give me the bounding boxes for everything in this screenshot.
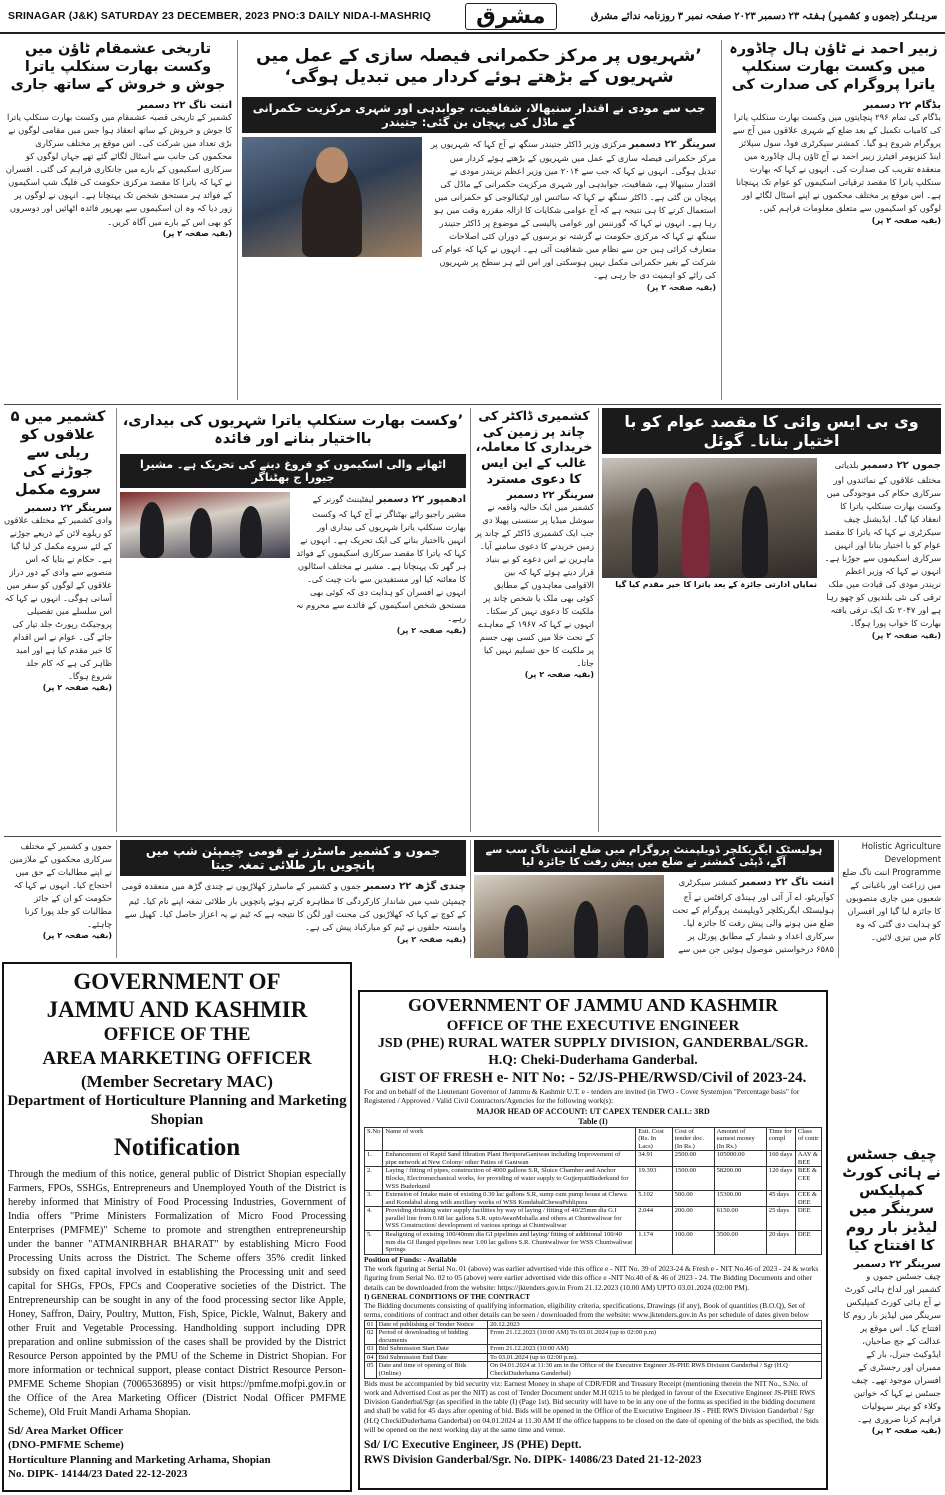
schedule-cell: Date of publishing of Tender Notice xyxy=(376,1320,487,1329)
ad-left-line2: JAMMU AND KASHMIR xyxy=(46,996,308,1022)
story-left-top-continued: (بقیہ صفحہ ۲ پر) xyxy=(162,228,232,238)
ad-left-notification-title: Notification xyxy=(113,1133,241,1161)
story-right-top-body: بڈگام کی تمام ۲۹۶ پنچایتوں میں وکست بھارت سنکلپ یاترا کی کامیاب تکمیل کے بعد ضلع کے شہری علاقوں میں آج سے پروگرام شروع ہو گیا۔ کمشنر سیکرٹری فوڈ، سول سپلائز اینڈ کنزیومر افیئرز زبیر احمد نے آج ٹاؤن ہال چاڈورہ میں منعقدہ تقریب کی صدارت کی۔ انہوں نے کہا کہ بھارت سنکلپ یاترا کا مقصد ترقیاتی اسکیموں کو عوام تک پہنچانا ہے۔ اس موقع پر مختلف محکموں نے اپنے اسٹال لگائے اور لوگوں کو اسکیموں سے متعلق معلومات فراہم کیں۔ xyxy=(732,112,941,214)
story-right-top-dateline: بڈگام ۲۲ دسمبر xyxy=(863,100,941,112)
schedule-row xyxy=(365,1320,822,1329)
story-left-top-dateline: اننت ناگ ۲۲ دسمبر xyxy=(137,100,232,112)
schedule-cell: Bid Submission Start Date xyxy=(376,1345,487,1354)
tender-cell: DEE xyxy=(795,1207,821,1231)
story-hc-ladies-dateline: سرینگر ۲۲ دسمبر xyxy=(853,1258,941,1270)
story-right-top-continued: (بقیہ صفحہ ۲ پر) xyxy=(871,215,941,225)
story-bottom-left xyxy=(4,840,112,958)
schedule-cell: 02 xyxy=(365,1329,377,1345)
story-horticulture xyxy=(474,840,834,958)
story-hc-ladies: Holistic Agriculture Development Programme اننت ناگ ضلع میں زراعت اور باغبانی کے شعبوں میں جاری منصوبوں کا جائزہ لیا گیا اور افسران کو ہدایت دی گئی کہ وہ کام میں تیزی لائیں۔ چیف جسٹس نے ہائی کورٹ کمپلیکس سرینگر میں لیڈیز بار روم کا افتتاح کیا سرینگر ۲۲ دسمبر چیف جسٹس جموں و کشمیر اور لداخ ہائی کورٹ نے آج ہائی کورٹ کمپلیکس سرینگر میں لیڈیز بار روم کا افتتاح کیا۔ اس موقع پر عدالت کے جج صاحبان، ایڈوکیٹ جنرل، بار کے ممبران اور رجسٹری کے افسران موجود تھے۔ چیف جسٹس نے کہا کہ خواتین وکلاء کو بہتر سہولیات فراہم کرنا ضروری ہے۔ (بقیہ صفحہ ۲ پر) xyxy=(842,841,941,1435)
schedule-row xyxy=(365,1345,822,1354)
story-championship xyxy=(120,840,466,958)
schedule-cell: To 03.01.2024 (up to 02:00 p.m). xyxy=(487,1353,821,1362)
tender-cell: 5.102 xyxy=(636,1191,672,1207)
tender-cell: 100.00 xyxy=(672,1231,714,1255)
masthead-dateline: SRINAGAR (J&K) SATURDAY 23 DECEMBER, 2023 PNO:3 DAILY NIDA-I-MASHRIQ xyxy=(8,10,431,22)
ad-right-line3: JSD (PHE) RURAL WATER SUPPLY DIVISION, GANDERBAL/SGR. xyxy=(377,1035,809,1051)
ad-right-general-text: The Bidding documents consisting of qualifying information, eligibility criteria, specifications, Drawings (if any), Book of quantities (B.O.Q), Set of terms, conditions of contract and other details can be seen / downloaded from the website: www.jktenders.gov.in As per schedule of dates given below xyxy=(364,1301,809,1320)
story-main-headline: ’شہریوں پر مرکز حکمرانی فیصلہ سازی کے عمل میں شہریوں کے بڑھتے ہوئے کردار میں تبدیل ہوگی‘ xyxy=(256,46,702,88)
story-vby-body: بلدیاتی مختلف علاقوں کے نمائندوں اور سرکاری حکام کی موجودگی میں وکست بھارت سنکلپ یاترا کا انعقاد کیا گیا۔ ایڈیشنل چیف سیکرٹری نے کہا کہ یاترا کا مقصد عوام کو با اختیار بنانا اور انہیں سرکاری اسکیموں سے جوڑنا ہے۔ انہوں نے کہا کہ وزیر اعظم نریندر مودی کی قیادت میں ملک ترقی کی نئی بلندیوں کو چھو رہا ہے اور ۲۰۴۷ تک ایک ترقی یافتہ بھارت کا خواب پورا ہوگا۔ xyxy=(824,460,941,628)
story-left-top-body: کشمیر کے تاریخی قصبہ عشمقام میں وکست بھارت سنکلپ یاترا کا جوش و خروش کے ساتھ انعقاد ہوا جس میں مقامی لوگوں نے بڑی تعداد میں شرکت کی۔ اس موقع پر مختلف سرکاری محکموں کی جانب سے اسٹال لگائے گئے تھے جہاں لوگوں کو سرکاری اسکیموں کے بارے میں جانکاری فراہم کی گئی۔ افسران نے کہا کہ یاترا کا مقصد مرکزی حکومت کی فلیگ شپ اسکیموں کے فوائد ہر مستحق شخص تک پہنچانا ہے۔ انہوں نے لوگوں پر زور دیا کہ وہ ان اسکیموں سے بھرپور فائدہ اٹھائیں اور دوسروں کو بھی اس کے بارے میں آگاہ کریں۔ xyxy=(5,112,232,227)
ad-right-note: The work figuring at Serial No. 01 (above) was earlier advertised vide this office e - NIT No. 39 of 2023-24 & Fresh e - NIT No.46 of 2023 - 24 & works figuring from Serial No. 02 to 05 (above) were earlier advertised vide this office e -NIT No.40 of & 46 of 2023 - 24. The Bidding Documents and other details can be downloaded from the website: https://jktenders.gov.in From 21.12.2023 (10.00 AM) UPTO 03.01.2024 (02:00 PM). xyxy=(364,1264,819,1292)
story-horticulture-body: کمشنر سیکرٹری کوآپریٹو، اے آر آئی اور ہینڈی کرافٹس نے آج ہولیسٹک ایگریکلچر ڈویلپمنٹ پروگرام کے تحت ضلع میں ہونے والی پیش رفت کا جائزہ لیا۔ سرکاری اعداد و شمار کے مطابق پورٹل پر ۶۵۸۵ درخواستیں موصول ہوئیں جن میں سے xyxy=(672,877,834,954)
story-right-top xyxy=(726,40,941,400)
schedule-cell: 05 xyxy=(365,1362,377,1378)
masthead-urdu-dateline: سرینگر (جموں و کشمیر) ہفتہ ۲۳ دسمبر ۲۰۲۳ صفحہ نمبر ۳ روزنامہ ندائے مشرق xyxy=(590,10,937,22)
ad-right-funds: Position of Funds: - Available xyxy=(364,1254,457,1264)
story-vby-continued: (بقیہ صفحہ ۲ پر) xyxy=(871,630,941,640)
tender-cell: 1. xyxy=(365,1151,383,1167)
ad-right-line4: H.Q: Cheki-Duderhama Ganderbal. xyxy=(488,1052,698,1067)
ad-left-line1: GOVERNMENT OF xyxy=(73,969,281,994)
tender-cell: Laying / fitting of pipes, construction of 4000 gallons S.R, Sluice Chamber and Anchor Blocks, Electromechanical works, for providing of water supply to GujjerpatiBuderkund for WSS Buderkund xyxy=(383,1167,636,1191)
schedule-cell: From 21.12.2023 (10:00 AM) xyxy=(487,1345,821,1354)
story-doctor-land-continued: (بقیہ صفحہ ۲ پر) xyxy=(524,670,594,680)
story-sankalp-awareness-body: لیفٹیننٹ گورنر کے مشیر راجیو رائے بھٹناگر نے آج کہا کہ وکست بھارت سنکلپ یاترا شہریوں کی بیداری اور انہیں بااختیار بنانے کی ایک تحریک ہے۔ انہوں نے کہا کہ یاترا کا مقصد سرکاری اسکیموں کے فوائد ہر گھر تک پہنچانا ہے۔ مشیر نے مختلف اسٹالوں کا معائنہ کیا اور مستفیدین سے بات چیت کی۔ انہوں نے افسران کو ہدایت دی کہ کوئی بھی مستحق شخص اسکیموں کے فائدے سے محروم نہ رہے۔ xyxy=(296,494,466,623)
tender-col-header: Cost of tender doc. (In Rs.) xyxy=(672,1127,714,1151)
tender-cell: 45 days xyxy=(766,1191,795,1207)
schedule-cell: From 21.12.2023 (10:00 AM) To 03.01.2024 (up to 02:00 p.m) xyxy=(487,1329,821,1345)
story-main-continued: (بقیہ صفحہ ۲ پر) xyxy=(646,283,716,293)
story-main-banner: جب سے مودی نے اقتدار سنبھالا، شفافیت، جوابدہی اور شہری مرکزیت حکمرانی کے ماڈل کی پہچان بن گئی: جتیندر xyxy=(242,97,716,133)
ad-left-sig4: No. DIPK- 14144/23 Dated 22-12-2023 xyxy=(8,1467,188,1480)
story-vby-headline: وی بی ایس وائی کا مقصد عوام کو با اختیار بنانا۔ گوئل xyxy=(602,408,941,454)
tender-cell: 19.393 xyxy=(636,1167,672,1191)
tender-schedule-table xyxy=(364,1320,822,1379)
tender-col-header: S.No xyxy=(365,1127,383,1151)
tender-row xyxy=(365,1151,822,1167)
story-horticulture-dateline: اننت ناگ ۲۲ دسمبر xyxy=(739,877,834,888)
story-sankalp-awareness-headline: ’وکست بھارت سنکلپ یاترا شہریوں کی بیداری، بااختیار بنانے اور فائدہ xyxy=(122,413,464,448)
tender-cell: 58200.00 xyxy=(714,1167,766,1191)
tender-col-header: Estt. Cost (Rs. In Lacs) xyxy=(636,1127,672,1151)
tender-row xyxy=(365,1207,822,1231)
story-hc-ladies-continued: (بقیہ صفحہ ۲ پر) xyxy=(871,1425,941,1435)
story-kashmir-rally xyxy=(4,408,112,832)
story-championship-headline: جموں و کشمیر ماسٹرز نے قومی چیمپئن شپ میں پانچویں بار طلائی تمغہ جیتا xyxy=(120,840,466,876)
story-doctor-land xyxy=(474,408,594,832)
ad-ganderbal-tender xyxy=(358,990,828,1490)
story-left-top-headline: تاریخی عشمقام ٹاؤن میں وکست بھارت سنکلپ یاترا جوش و خروش کے ساتھ جاری xyxy=(10,41,226,94)
story-kashmir-rally-body: وادی کشمیر کے مختلف علاقوں کو ریلوے لائن کے ذریعے جوڑنے کے لئے سروے مکمل کر لیا گیا ہے۔ حکام نے بتایا کہ اس منصوبے سے وادی کے دور دراز علاقوں کے لوگوں کو سفر میں آسانی ہوگی۔ انہوں نے کہا کہ اس سلسلے میں تفصیلی پروجیکٹ رپورٹ جلد تیار کی جائے گی۔ عوام نے اس اقدام کا خیر مقدم کیا ہے اور امید ظاہر کی ہے کہ کام جلد شروع ہوگا۔ xyxy=(4,514,112,681)
story-main xyxy=(242,40,716,400)
story-hc-ladies-body: چیف جسٹس جموں و کشمیر اور لداخ ہائی کورٹ نے آج ہائی کورٹ کمپلیکس سرینگر میں لیڈیز بار روم کا افتتاح کیا۔ اس موقع پر عدالت کے جج صاحبان، ایڈوکیٹ جنرل، بار کے ممبران اور رجسٹری کے افسران موجود تھے۔ چیف جسٹس نے کہا کہ خواتین وکلاء کو بہتر سہولیات فراہم کرنا ضروری ہے۔ xyxy=(843,1270,941,1424)
tender-cell: 20 days xyxy=(766,1231,795,1255)
tender-col-header: Name of work xyxy=(383,1127,636,1151)
schedule-cell: 01 xyxy=(365,1320,377,1329)
newspaper-logo: مشرق xyxy=(465,3,556,30)
tender-cell: 4. xyxy=(365,1207,383,1231)
tender-cell: 15300.00 xyxy=(714,1191,766,1207)
schedule-row xyxy=(365,1353,822,1362)
ad-left-sig2: (DNO-PMFME Scheme) xyxy=(8,1439,124,1452)
tender-row xyxy=(365,1231,822,1255)
ad-right-general-label: I) GENERAL CONDITIONS OF THE CONTRACT xyxy=(364,1291,531,1301)
story-left-top xyxy=(4,40,232,400)
tender-cell: 3. xyxy=(365,1191,383,1207)
story-hc-ladies-headline: چیف جسٹس نے ہائی کورٹ کمپلیکس سرینگر میں لیڈیز بار روم کا افتتاح کیا xyxy=(842,1147,941,1254)
tender-cell: 2.044 xyxy=(636,1207,672,1231)
ad-right-line2: OFFICE OF THE EXECUTIVE ENGINEER xyxy=(446,1017,740,1034)
ad-right-sig1: Sd/ I/C Executive Engineer, JS (PHE) Deptt. xyxy=(364,1439,582,1452)
tender-col-header: Time for compl xyxy=(766,1127,795,1151)
ad-shopian-notification xyxy=(2,962,352,1492)
story-right-top-headline: زبیر احمد نے ٹاؤن ہال چاڈورہ میں وکست بھارت سنکلپ یاترا پروگرام کی صدارت کی xyxy=(729,41,938,94)
tender-cell: 6150.00 xyxy=(714,1207,766,1231)
story-vby-dateline: جموں ۲۲ دسمبر xyxy=(861,460,941,471)
tender-cell: 160 days xyxy=(766,1151,795,1167)
ad-right-footnote: Bids must be accompanied by bid security viz: Earnest Money in shape of CDR/FDR and Treasury Receipt (mentioning therein the NIT No., S.No. of work and Advertised Cost as per the NIT) as cost of Tender Document under M.H 0215 to be pledged in favour of the Executive Engineer JS-PHE RWS Division Ganderbal/Sgr (as specified in the table (I) (Page 1st). Bid security will have to be in any one of the forms as specified in the bidding document and shall be valid for 45 days after opening of bid. Bids will be opened in the Office of the Executive Engineer JS - PHE RWS Division Ganderbal / Sgr (H.Q CheckiDuderhama Ganderbal) on 04.01.2024 at 11.30 AM If the office happens to be closed on the date of opening of the bids as specified, the bids will be opened on the next working day at the same time and venue. xyxy=(364,1378,819,1434)
tender-cell: 200.00 xyxy=(672,1207,714,1231)
story-sankalp-awareness-dateline: ادھمپور ۲۲ دسمبر xyxy=(376,494,466,506)
ad-left-sig1: Sd/ Area Market Officer xyxy=(8,1424,123,1437)
schedule-row xyxy=(365,1329,822,1345)
ad-left-line6: Department of Horticulture Planning and Marketing Shopian xyxy=(7,1092,347,1129)
schedule-row xyxy=(365,1362,822,1378)
tender-cell: CEE & DEE xyxy=(795,1191,821,1207)
vby-event-photo xyxy=(602,458,817,578)
tender-cell: 1500.00 xyxy=(672,1167,714,1191)
story-vby xyxy=(602,408,941,832)
tender-cell: 120 days xyxy=(766,1167,795,1191)
tender-cell: Extension of Intake main of existing 0.30 lac gallons S.R, sump cum pump house at Chewa and Kondabal along with ancillary works of WSS KondabalChewaPehlipora xyxy=(383,1191,636,1207)
story-championship-body: جموں و کشمیر کے ماسٹرز کھلاڑیوں نے چندی گڑھ میں منعقدہ قومی چیمپئن شپ میں شاندار کارکردگی کا مظاہرہ کرتے ہوئے پانچویں بار طلائی تمغہ اپنے نام کیا۔ ٹیم کے کوچ نے کہا کہ کھلاڑیوں کی محنت اور لگن کا نتیجہ ہے کہ ٹیم نے یہ اعزاز حاصل کیا۔ کھیل سے وابستہ حلقوں نے ٹیم کو مبارکباد پیش کی ہے۔ xyxy=(121,881,466,932)
tender-row xyxy=(365,1167,822,1191)
ad-left-line3: OFFICE OF THE xyxy=(103,1024,251,1046)
ad-left-body: Through the medium of this notice, general public of District Shopian especially Farmers, FPOs, SSHGs, Entrepreneurs and Unemployed Youth of the District is hereby informed that Ministry of Food Processing Industries, Government of India offers "Prime Ministers Formalization of Micro Food Processing Enterprises (PMFME)" Scheme to promote and strengthen entrepreneurship under the banner "ATMANIRBHAR BHARAT" by establishing Micro Food Processing Units across the District. The Scheme offers 35% credit linked subsidy on fixed capital involved in establishing the Processing unit and seed capital for SHGs, FPOs, FPCs and Cooperative societies of the District. The Entrepreneurship can be sought in any of the food processing sector like Apple, Honey, Saffron, Dairy, Poultry, Mutton, Fish, Spice, Pickle, Walnut, Bakery and other Fruit and Vegetable Processing. Handholding support including DPR preparation and online submission of the cases shall be provided by the District Resource Person appointed by the PMU of the Scheme in District Shopian. For more information or technical support, please contact District Resource Person-PMFME Scheme Shopian (7006536895) or visit https://pmfme.mofpi.gov.in or the Office of the Area Marketing Officer (District Nodal Officer PMFME Scheme), Old Fruit Mandi Arhama Shopian. xyxy=(8,1168,346,1418)
review-meeting-photo xyxy=(474,875,664,958)
ad-left-line5: (Member Secretary MAC) xyxy=(81,1071,273,1091)
schedule-cell: Date and time of opening of Bids (Online) xyxy=(376,1362,487,1378)
story-sankalp-awareness xyxy=(120,408,466,832)
tender-cell: 5. xyxy=(365,1231,383,1255)
story-main-dateline: سرینگر ۲۲ دسمبر xyxy=(628,138,716,150)
tender-cell: Providing drinking water supply facilities by way of laying / fitting of 40/25mm dia G.I parallel line from 0.68 lac gallons S.R. uptoAwanMohalla and others at Chuntwaliwar for WSS Construction/ development of various springs at Chuntwaliwar xyxy=(383,1207,636,1231)
story-kashmir-rally-continued: (بقیہ صفحہ ۲ پر) xyxy=(42,682,112,692)
schedule-cell: Bid Submission End Date xyxy=(376,1353,487,1362)
tender-cell: Realigning of existing 100/40mm dia GI pipelines and laying/ fitting of additional 100/40 mm dia GI flanged pipelines near 1.00 lac gallons S.R. Chuntwaliwar for WSS Chuntwaliwar Springs xyxy=(383,1231,636,1255)
minister-photo xyxy=(242,137,422,257)
masthead xyxy=(0,0,945,34)
tender-row xyxy=(365,1191,822,1207)
schedule-cell: On 04.01.2024 at 11:30 am in the Office of the Executive Engineer JS-PHE RWS Division Ganderbal / Sgr (H.Q CheckiDuderhama Ganderbal) xyxy=(487,1362,821,1378)
schedule-cell: 20.12.2023 xyxy=(487,1320,821,1329)
tender-cell: BEE & CEE xyxy=(795,1167,821,1191)
tender-col-header: Amount of earnest money (In Rs.) xyxy=(714,1127,766,1151)
tender-cell: 3500.00 xyxy=(714,1231,766,1255)
tender-col-header: Class of contr xyxy=(795,1127,821,1151)
ad-left-line4: AREA MARKETING OFFICER xyxy=(42,1047,312,1069)
story-sankalp-awareness-continued: (بقیہ صفحہ ۲ پر) xyxy=(396,625,466,635)
ad-right-gist: GIST OF FRESH e- NIT No: - 52/JS-PHE/RWSD/Civil of 2023-24. xyxy=(379,1070,807,1086)
ad-right-major-head: MAJOR HEAD OF ACCOUNT: UT CAPEX TENDER CALL: 3RD xyxy=(476,1106,710,1116)
vby-photo-caption: نمایاں ادارتی جائزہ کے بعد یاترا کا خیر مقدم کیا گیا xyxy=(615,580,817,589)
ad-right-table-label: Table (I) xyxy=(578,1116,608,1126)
tender-cell: 105000.00 xyxy=(714,1151,766,1167)
schedule-cell: 04 xyxy=(365,1353,377,1362)
tender-cell: AAY & BEE xyxy=(795,1151,821,1167)
ad-right-intro: For and on behalf of the Lieutenant Governor of Jammu & Kashmir U.T. e - tenders are invited (in TWO - Cover System)on "Percentage basis" for Registered / Approved / Valid Civil Contractors/Agencies for the following work(s): xyxy=(364,1087,800,1106)
tender-cell: 2. xyxy=(365,1167,383,1191)
tender-works-table xyxy=(364,1127,822,1255)
story-doctor-land-dateline: سرینگر ۲۲ دسمبر xyxy=(506,490,594,502)
tender-cell: DEE xyxy=(795,1231,821,1255)
story-championship-dateline: چندی گڑھ ۲۲ دسمبر xyxy=(363,881,466,892)
tender-cell: 34.91 xyxy=(636,1151,672,1167)
event-photo xyxy=(120,492,290,558)
story-kashmir-rally-dateline: سرینگر ۲۲ دسمبر xyxy=(24,502,112,514)
tender-cell: Enhancement of Rapid Sand filtration Plant HeriporaGaniwan including Improvement of pipe network at New Colony/ other Paties of Ganiwan xyxy=(383,1151,636,1167)
schedule-cell: 03 xyxy=(365,1345,377,1354)
story-doctor-land-body: کشمیر میں ایک حالیہ واقعہ نے سوشل میڈیا پر سنسنی پھیلا دی جب ایک کشمیری ڈاکٹر کے چاند پر زمین خریدنے کا دعوی سامنے آیا۔ ماہرین نے اس دعوے کو بے بنیاد قرار دیتے ہوئے کہا کہ بین الاقوامی معاہدوں کے مطابق کوئی بھی ملک یا شخص چاند پر ملکیت کا دعوی نہیں کر سکتا۔ انہوں نے کہا کہ ۱۹۶۷ کے معاہدے کے تحت خلا میں کسی بھی جسم پر ملکیت کا حق تسلیم نہیں کیا جاتا۔ xyxy=(474,502,594,669)
ad-right-sig2: RWS Division Ganderbal/Sgr. No. DIPK- 14086/23 Dated 21-12-2023 xyxy=(364,1453,702,1466)
story-bottom-left-continued: (بقیہ صفحہ ۲ پر) xyxy=(42,931,112,941)
tender-cell: 500.00 xyxy=(672,1191,714,1207)
story-bottom-left-body: جموں و کشمیر کے مختلف سرکاری محکموں کے ملازمین نے اپنے مطالبات کے حق میں احتجاج کیا۔ انہوں نے کہا کہ حکومت کو ان کے جائز مطالبات کو جلد پورا کرنا چاہئے۔ xyxy=(9,841,112,930)
schedule-cell: Period of downloading of bidding documents xyxy=(376,1329,487,1345)
tender-cell: 25 days xyxy=(766,1207,795,1231)
story-kashmir-rally-headline: کشمیر میں ۵ علاقوں کو ریلی سے جوڑنے کی سروے مکمل xyxy=(10,409,106,498)
tender-cell: 1.174 xyxy=(636,1231,672,1255)
story-sankalp-awareness-banner: اٹھانے والی اسکیموں کو فروغ دینے کی تحریک ہے۔ مشیرا جیورا ج بھٹناگر xyxy=(120,454,466,488)
tender-cell: 2500.00 xyxy=(672,1151,714,1167)
story-horticulture-headline: ہولیسٹک ایگریکلچر ڈویلپمنٹ پروگرام میں ضلع اننت ناگ سب سے آگے، ڈپٹی کمشنر نے ضلع میں پیش رفت کا جائزہ لیا xyxy=(474,840,834,872)
ad-right-line1: GOVERNMENT OF JAMMU AND KASHMIR xyxy=(408,995,778,1015)
story-doctor-land-headline: کشمیری ڈاکٹر کی چاند پر زمین کی خریداری کا معاملہ، غالب کے این ایس کا دعوی مسترد xyxy=(475,408,593,486)
story-championship-continued: (بقیہ صفحہ ۲ پر) xyxy=(396,934,466,944)
story-main-body: مرکزی وزیر ڈاکٹر جتیندر سنگھ نے آج کہا کہ شہریوں پر مرکز حکمرانی فیصلہ سازی کے عمل میں شہریوں کے بڑھتے ہوئے کردار میں تبدیل ہوگی۔ انہوں نے کہا کہ جب سے ۲۰۱۴ میں وزیر اعظم نریندر مودی نے اقتدار سنبھالا ہے، شفافیت، جوابدہی اور شہری مرکزیت حکمرانی کے ماڈل کی پہچان بن گئی ہے۔ ڈاکٹر سنگھ نے کہا کہ سائنس اور ٹیکنالوجی کو حکمرانی میں استعمال کرنے کا ہی نتیجہ ہے کہ آج عوامی شکایات کا ازالہ مقررہ وقت میں ہو رہا ہے۔ انہوں نے کہا کہ گورننس اور عوامی پالیسی کے موضوع پر ڈاکٹر جتیندر سنگھ نے کہا کہ مرکزی حکومت نے گزشتہ نو برسوں کے دوران کئی اصلاحات متعارف کرائی ہیں جن سے نظام میں شفافیت آئی ہے۔ انہوں نے کہا کہ عوام کی شرکت کے بغیر حکمرانی مکمل نہیں ہوسکتی اور اس لئے ہر سطح پر شہریوں کی رائے کو اہمیت دی جا رہی ہے۔ xyxy=(430,138,716,281)
ad-left-sig3: Horticulture Planning and Marketing Arhama, Shopian xyxy=(8,1453,271,1466)
